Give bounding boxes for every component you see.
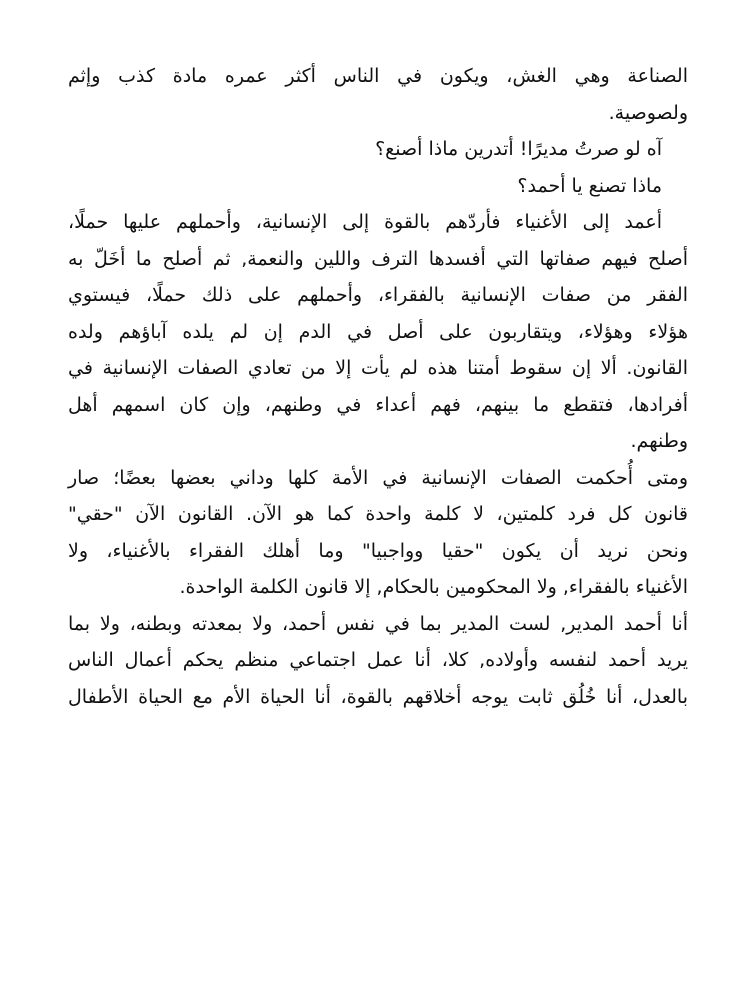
text-line: الصناعة وهي الغش، ويكون في الناس أكثر عمره مادة كذب وإثم — [68, 65, 688, 87]
body-text — [68, 58, 688, 715]
text-line: ومتى أُحكمت الصفات الإنسانية في الأمة كلها وداني بعضها بعضًا؛ صار — [68, 466, 688, 489]
text-line: الفقر من صفات الإنسانية بالفقراء، وأحملهم على ذلك حملًا، فيستوي — [68, 284, 688, 306]
text-line: وطنهم. — [630, 430, 688, 452]
text-line: الأغنياء بالفقراء, ولا المحكومين بالحكام, إلا قانون الكلمة الواحدة. — [179, 576, 688, 598]
text-line: هؤلاء وهؤلاء، ويتقاربون على أصل في الدم إن لم يلده آباؤهم ولده — [68, 320, 688, 343]
text-line: أعمد إلى الأغنياء فأردّهم بالقوة إلى الإنسانية، وأحملهم عليها حملًا، — [68, 211, 662, 233]
text-line: أصلح فيهم صفاتها التي أفسدها الترف واللين والنعمة, ثم أصلح ما أخَلّ به — [68, 247, 688, 270]
text-line: أنا أحمد المدير, لست المدير بما في نفس أحمد، ولا بمعدته وبطنه، ولا بما — [68, 612, 688, 635]
text-line: بالعدل، أنا خُلُق ثابت يوجه أخلاقهم بالقوة، أنا الحياة الأم مع الحياة الأطفال — [68, 685, 688, 708]
text-line: ماذا تصنع يا أحمد؟ — [517, 174, 662, 197]
text-line: آه لو صرتُ مديرًا! أتدرين ماذا أصنع؟ — [375, 138, 662, 160]
text-line: ولصوصية. — [608, 101, 688, 124]
text-line: أفرادها، فتقطع ما بينهم، فهم أعداء في وطنهم، وإن كان اسمهم أهل — [68, 393, 688, 416]
text-line: القانون. ألا إن سقوط أمتنا هذه لم يأت إلا من تعادي الصفات الإنسانية في — [68, 357, 688, 379]
document-page — [68, 58, 688, 715]
text-line: ونحن نريد أن يكون "حقيا وواجبيا" وما أهلك الفقراء بالأغنياء، ولا — [68, 539, 688, 562]
text-line: يريد أحمد لنفسه وأولاده, كلا، أنا عمل اجتماعي منظم يحكم أعمال الناس — [68, 649, 688, 671]
text-line: قانون كل فرد كلمتين، لا كلمة واحدة كما هو الآن. القانون الآن "حقي" — [68, 503, 688, 525]
